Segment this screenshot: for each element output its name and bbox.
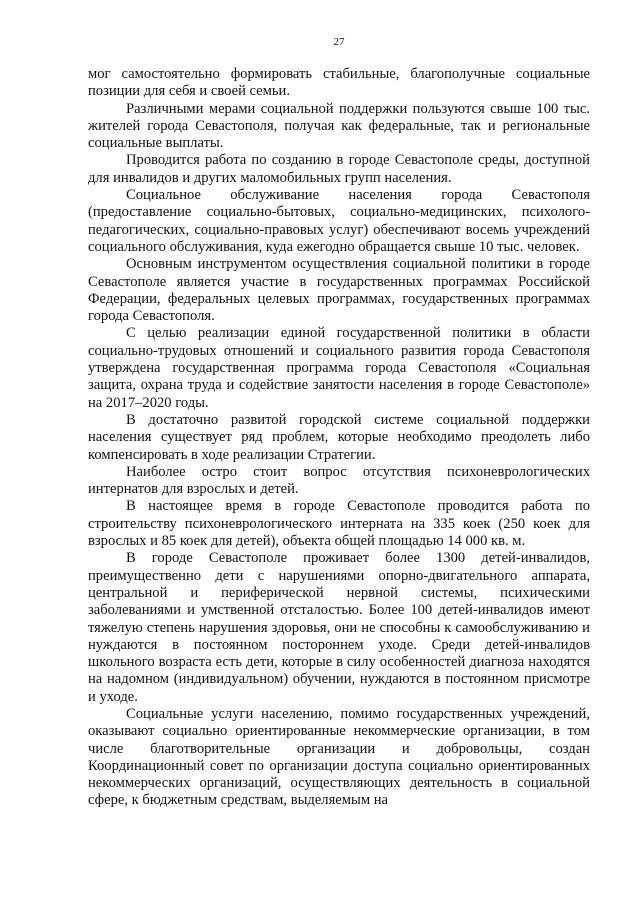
paragraph-disabled-children: В городе Севастополе проживает более 1300 детей-инвалидов, преимущественно дети с нарушениями опорно-двигательного аппарата, центральной и периферической нервной системы, психическими заболеваниями и умственной отсталостью. Более 100 детей-инвалидов имеют тяжелую степень нарушения здоровья, они не способны к самообслуживанию и нуждаются в постоянном постороннем уходе. Среди детей-инвалидов школьного возраста есть дети, которые в силу особенностей диагноза находятся на надомном (индивидуальном) обучении, нуждаются в постоянном присмотре и уходе. (88, 550, 590, 705)
paragraph-construction-work: В настоящее время в городе Севастополе проводится работа по строительству психоневрологического интерната на 335 коек (250 коек для взрослых и 85 коек для детей), объекта общей площадью 14 000 кв. м. (88, 498, 590, 550)
paragraph-social-service-institutions: Социальное обслуживание населения города Севастополя (предоставление социально-бытовых, социально-медицинских, психолого-педагогических, социально-правовых услуг) обеспечивают восемь учреждений социального обслуживания, куда ежегодно обращается свыше 10 тыс. человек. (88, 187, 590, 255)
paragraph-system-problems: В достаточно развитой городской системе социальной поддержки населения существует ряд проблем, которые необходимо преодолеть либо компенсировать в ходе реализации Стратегии. (88, 411, 590, 463)
paragraph-social-protection-program: С целью реализации единой государственной политики в области социально-трудовых отношений и социального развития города Севастополя утверждена государственная программа города Севастополя «Социальная защита, охрана труда и содействие занятости населения в городе Севастополе» на 2017–2020 годы. (88, 325, 590, 411)
paragraph-nonprofit-organizations: Социальные услуги населению, помимо государственных учреждений, оказывают социально ориентированные некоммерческие организации, в том числе благотворительные организации и добровольцы, создан Координационный совет по организации доступа социально ориентированных некоммерческих организаций, осуществляющих деятельность в социальной сфере, к бюджетным средствам, выделяемым на (88, 705, 590, 809)
paragraph-state-programs: Основным инструментом осуществления социальной политики в городе Севастополе является участие в государственных программах Российской Федерации, федеральных целевых программах, государственных программах города Севастополя. (88, 256, 590, 325)
paragraph-social-support-measures: Различными мерами социальной поддержки пользуются свыше 100 тыс. жителей города Севастополя, получая как федеральные, так и региональные социальные выплаты. (88, 100, 590, 152)
paragraph-accessible-environment: Проводится работа по созданию в городе Севастополе среды, доступной для инвалидов и других маломобильных групп населения. (88, 152, 590, 186)
paragraph-neuro-psychiatric-facilities: Наиболее остро стоит вопрос отсутствия психоневрологических интернатов для взрослых и детей. (88, 463, 590, 498)
document-body (88, 66, 590, 810)
page-number: 27 (333, 36, 345, 48)
paragraph-continuation: мог самостоятельно формировать стабильные, благополучные социальные позиции для себя и своей семьи. (88, 66, 590, 100)
